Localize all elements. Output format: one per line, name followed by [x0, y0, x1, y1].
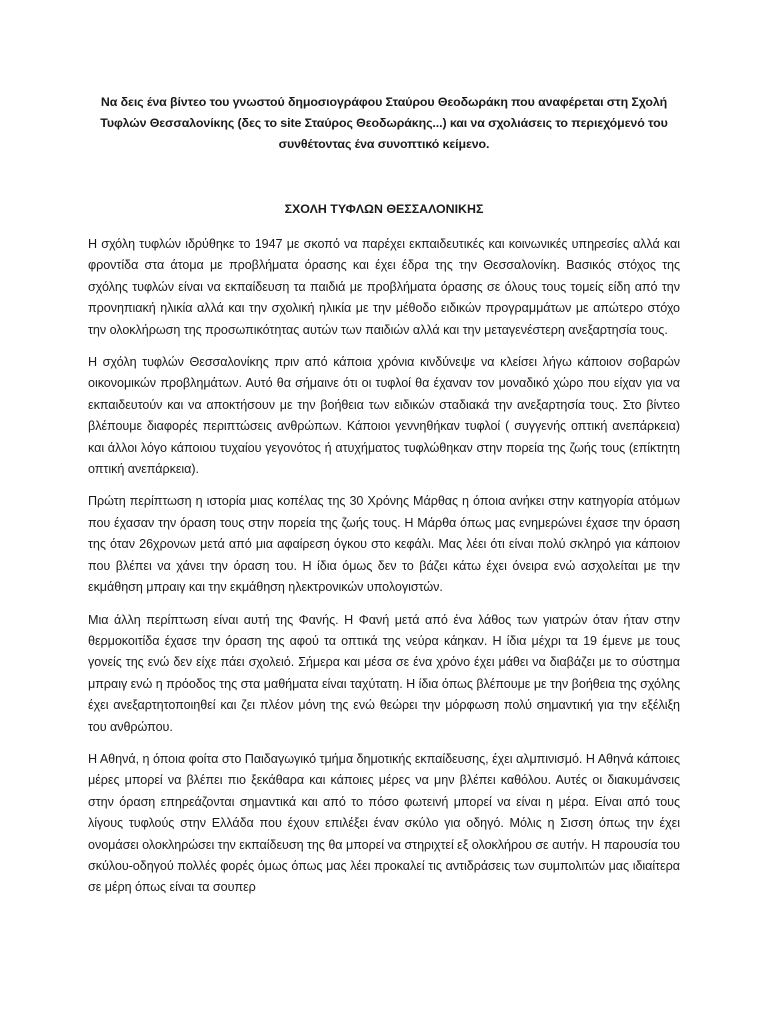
assignment-instruction: Να δεις ένα βίντεο του γνωστού δημοσιογράφου Σταύρου Θεοδωράκη που αναφέρεται στη Σχολή Τυφλών Θεσσαλονίκης (δες το site Σταύρος Θεοδωράκης...) και να σχολιάσεις το περιεχόμενό του συνθέτοντας ένα συνοπτικό κείμενο. [100, 95, 668, 151]
paragraph: Πρώτη περίπτωση η ιστορία μιας κοπέλας της 30 Χρόνης Μάρθας η όποια ανήκει στην κατηγορία ατόμων που έχασαν την όραση τους στην πορεία της ζωής τους. Η Μάρθα όπως μας ενημερώνει έχασε την όραση της όταν 26χρονων μετά από μια αφαίρεση όγκου στο κεφάλι. Μας λέει ότι είναι πολύ σκληρό για κάποιον που βλέπει να χάνει την όραση του. Η ίδια όμως δεν το βάζει κάτω έχει όνειρα ενώ ασχολείται με την εκμάθηση μπραιγ και την εκμάθηση ηλεκτρονικών υπολογιστών. [88, 494, 680, 595]
document-page [88, 92, 680, 895]
paragraph: Η σχόλη τυφλών Θεσσαλονίκης πριν από κάποια χρόνια κινδύνεψε να κλείσει λήγω κάποιον σοβαρών οικονομικών προβλημάτων. Αυτό θα σήμαινε ότι οι τυφλοί θα έχαναν τον μοναδικό χώρο που είχαν για να εκπαιδευτούν και να αποκτήσουν με την βοήθεια των ειδικών σταδιακά την ανεξαρτησία τους. Στο βίντεο βλέπουμε διαφορές περιπτώσεις ανθρώπων. Κάποιοι γεννηθήκαν τυφλοί ( συγγενής οπτική ανεπάρκεια) και άλλοι λόγο κάποιου τυχαίου γεγονότος ή ατυχήματος τυφλώθηκαν στην πορεία της ζωής τους (επίκτητη οπτική ανεπάρκεια). [88, 355, 680, 477]
paragraph: Μια άλλη περίπτωση είναι αυτή της Φανής. Η Φανή μετά από ένα λάθος των γιατρών όταν ήταν στην θερμοκοιτίδα έχασε την όραση της αφού τα οπτικά της νεύρα κάηκαν. Η ίδια μέχρι τα 19 έμενε με τους γονείς της ενώ δεν είχε πάει σχολειό. Σήμερα και μέσα σε ένα χρόνο έχει μάθει να διαβάζει με το σύστημα μπραιγ ενώ η πρόοδος της στα μαθήματα είναι ταχύτατη. Η ίδια όπως βλέπουμε με την βοήθεια της σχόλης έχει ανεξαρτητοποιηθεί και ζει πλέον μόνη της ενώ θεώρει την μόρφωση πολύ σημαντική για την εξέλιξη του ανθρώπου. [88, 612, 680, 734]
document-title: ΣΧΟΛΗ ΤΥΦΛΩΝ ΘΕΣΣΑΛΟΝΙΚΗΣ [284, 202, 484, 216]
paragraph: Η σχόλη τυφλών ιδρύθηκε το 1947 με σκοπό να παρέχει εκπαιδευτικές και κοινωνικές υπηρεσίες αλλά και φροντίδα στα άτομα με προβλήματα όρασης και έχει έδρα της την Θεσσαλονίκη. Βασικός στόχος της σχόλης τυφλών είναι να εκπαίδευση τα παιδιά με προβλήματα όρασης σε όλους τους τομείς είδη από την προνηπιακή ηλικία αλλά και την σχολική ηλικία με την μέθοδο ειδικών προγραμμάτων με απώτερο στόχο την ολοκλήρωση της προσωπικότητας αυτών των παιδιών αλλά και την μεταγενέστερη ανεξαρτησία τους. [88, 237, 680, 337]
document-body [88, 234, 680, 910]
paragraph: Η Αθηνά, η όποια φοίτα στο Παιδαγωγικό τμήμα δημοτικής εκπαίδευσης, έχει αλμπινισμό. Η Αθηνά κάποιες μέρες μπορεί να βλέπει πιο ξεκάθαρα και κάποιες μέρες να μην βλέπει καθόλου. Αυτές οι διακυμάνσεις στην όραση επηρεάζονται σημαντικά και από το πόσο φωτεινή μπορεί να είναι η μέρα. Είναι από τους λίγους τυφλούς στην Ελλάδα που έχουν επιλέξει έναν σκύλο για οδηγό. Μόλις η Σισση όπως την έχει ονομάσει ολοκληρώσει την εκπαίδευση της θα μπορεί να στηριχτεί εξ ολοκλήρου σε αυτήν. Η παρουσία του σκύλου-οδηγού πολλές φορές όμως όπως μας λέει προκαλεί τις αντιδράσεις των συμπολιτών μας ιδιαίτερα σε μέρη όπως είναι τα σουπερ [88, 751, 680, 895]
